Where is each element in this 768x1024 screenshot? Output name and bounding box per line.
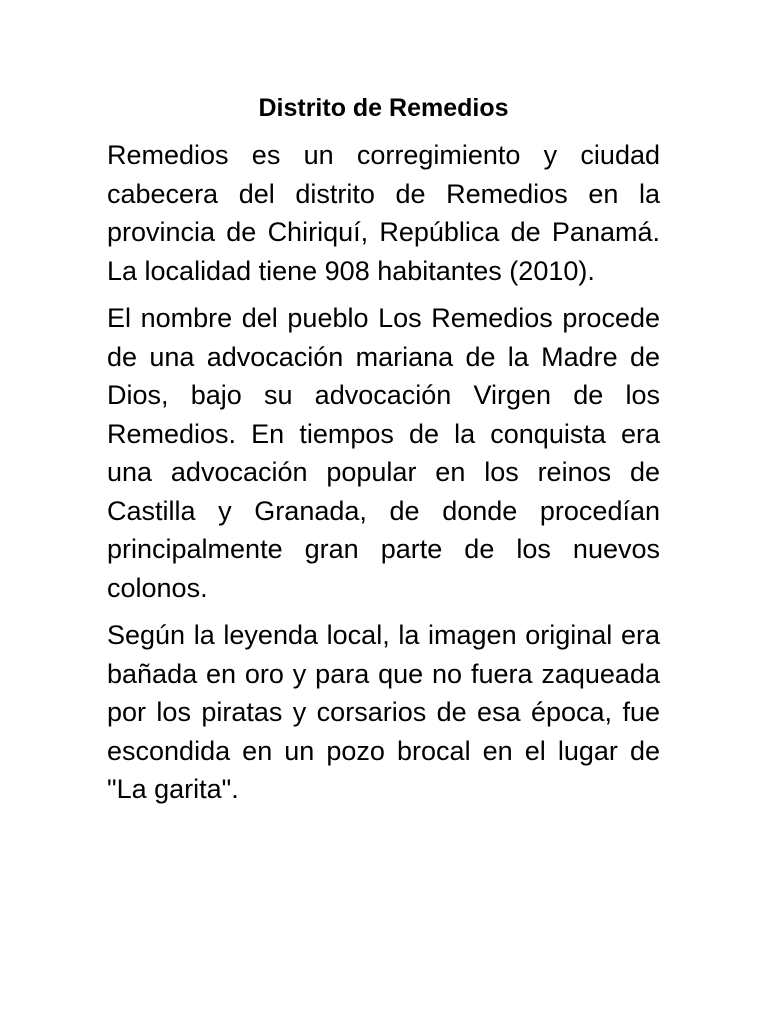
document-page [107, 88, 660, 818]
paragraph-2: El nombre del pueblo Los Remedios procede de una advocación mariana de la Madre de Dios, bajo su advocación Virgen de los Remedios. En tiempos de la conquista era una advocación popular en los reinos de Castilla y Granada, de donde procedían principalmente gran parte de los nuevos colonos. [107, 303, 660, 603]
paragraph-3: Según la leyenda local, la imagen original era bañada en oro y para que no fuera zaqueada por los piratas y corsarios de esa época, fue escondida en un pozo brocal en el lugar de "La garita". [107, 620, 660, 804]
paragraph-1: Remedios es un corregimiento y ciudad cabecera del distrito de Remedios en la provincia de Chiriquí, República de Panamá. La localidad tiene 908 habitantes (2010). [107, 140, 660, 286]
document-title: Distrito de Remedios [258, 94, 509, 122]
